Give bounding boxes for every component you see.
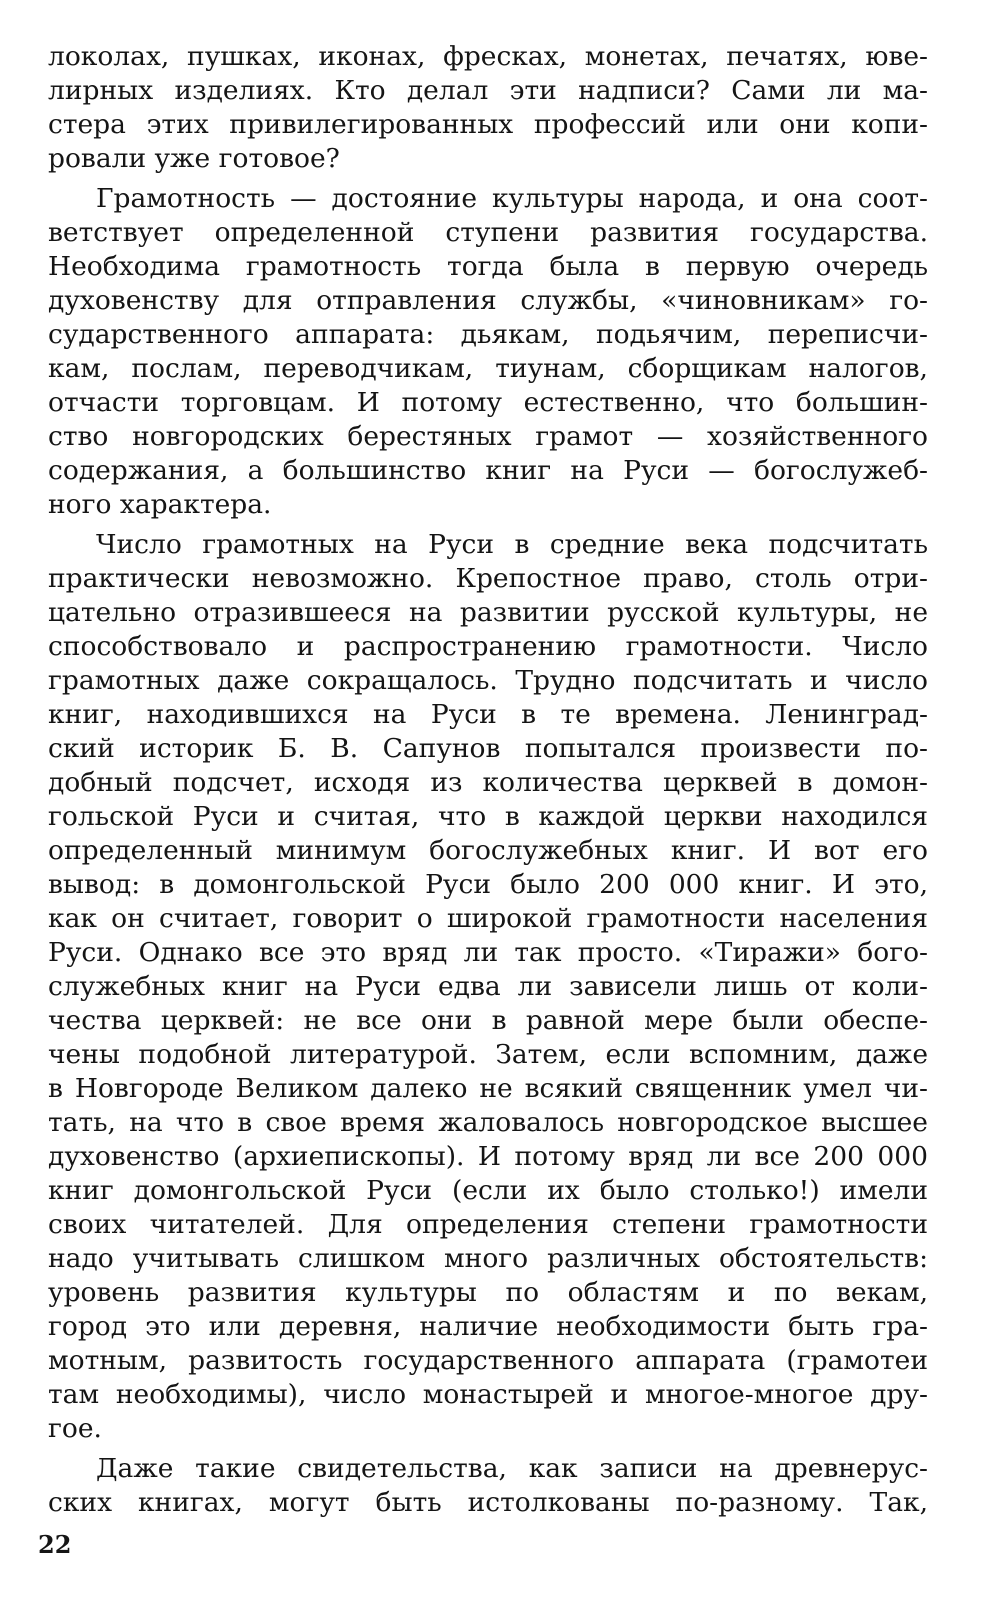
text-line: цательно отразившееся на развитии русской культуры, не (48, 597, 928, 628)
text-line: ровали уже готовое? (48, 143, 340, 174)
text-line: практически невозможно. Крепостное право, столь отри- (48, 563, 928, 594)
text-line: отчасти торговцам. И потому естественно, что большин- (48, 387, 928, 418)
text-line: духовенство (архиепископы). И потому вряд ли все 200 000 (48, 1141, 928, 1172)
text-line: там необходимы), число монастырей и многое-многое дру- (48, 1379, 928, 1410)
text-line: мотным, развитость государственного аппарата (грамотеи (48, 1345, 928, 1376)
text-line: тать, на что в свое время жаловалось новгородское высшее (48, 1107, 928, 1138)
text-line: ский историк Б. В. Сапунов попытался произвести по- (48, 733, 928, 764)
text-line: Даже такие свидетельства, как записи на древнерус- (96, 1453, 928, 1484)
text-line: содержания, а большинство книг на Руси — богослужеб- (48, 455, 928, 486)
text-line: вывод: в домонгольской Руси было 200 000 книг. И это, (48, 869, 928, 900)
text-line: лирных изделиях. Кто делал эти надписи? Сами ли ма- (48, 75, 928, 106)
text-line: способствовало и распространению грамотности. Число (48, 631, 928, 662)
text-line: надо учитывать слишком много различных обстоятельств: (48, 1243, 928, 1274)
text-line: духовенству для отправления службы, «чиновникам» го- (48, 285, 928, 316)
text-line: ветствует определенной ступени развития государства. (48, 217, 928, 248)
text-line: служебных книг на Руси едва ли зависели лишь от коли- (48, 971, 928, 1002)
paragraph-2 (48, 182, 928, 522)
text-line: гольской Руси и считая, что в каждой церкви находился (48, 801, 928, 832)
text-line: сударственного аппарата: дьякам, подьячим, переписчи- (48, 319, 928, 350)
text-line: город это или деревня, наличие необходимости быть гра- (48, 1311, 928, 1342)
text-line: как он считает, говорит о широкой грамотности населения (48, 903, 928, 934)
text-line: определенный минимум богослужебных книг. И вот его (48, 835, 928, 866)
body-text (48, 40, 928, 1520)
paragraph-4 (48, 1452, 928, 1520)
text-line: в Новгороде Великом далеко не всякий священник умел чи- (48, 1073, 928, 1104)
text-line: Необходима грамотность тогда была в первую очередь (48, 251, 928, 282)
text-line: своих читателей. Для определения степени грамотности (48, 1209, 928, 1240)
text-line: Грамотность — достояние культуры народа, и она соот- (96, 183, 928, 214)
text-line: локолах, пушках, иконах, фресках, монетах, печатях, юве- (48, 41, 928, 72)
text-line: Число грамотных на Руси в средние века подсчитать (96, 529, 928, 560)
page-number: 22 (38, 1530, 72, 1559)
text-line: чества церквей: не все они в равной мере были обеспе- (48, 1005, 928, 1036)
text-line: книг домонгольской Руси (если их было столько!) имели (48, 1175, 928, 1206)
text-line: уровень развития культуры по областям и по векам, (48, 1277, 928, 1308)
text-line: грамотных даже сокращалось. Трудно подсчитать и число (48, 665, 928, 696)
text-line: ство новгородских берестяных грамот — хозяйственного (48, 421, 928, 452)
text-line: стера этих привилегированных профессий или они копи- (48, 109, 928, 140)
text-line: чены подобной литературой. Затем, если вспомним, даже (48, 1039, 928, 1070)
paragraph-3 (48, 528, 928, 1446)
paragraph-1 (48, 40, 928, 176)
text-line: ских книгах, могут быть истолкованы по-разному. Так, (48, 1487, 928, 1518)
text-line: кам, послам, переводчикам, тиунам, сборщикам налогов, (48, 353, 928, 384)
text-line: книг, находившихся на Руси в те времена. Ленинград- (48, 699, 928, 730)
text-line: Руси. Однако все это вряд ли так просто. «Тиражи» бого- (48, 937, 928, 968)
text-line: гое. (48, 1413, 102, 1444)
text-line: добный подсчет, исходя из количества церквей в домон- (48, 767, 928, 798)
text-line: ного характера. (48, 489, 272, 520)
